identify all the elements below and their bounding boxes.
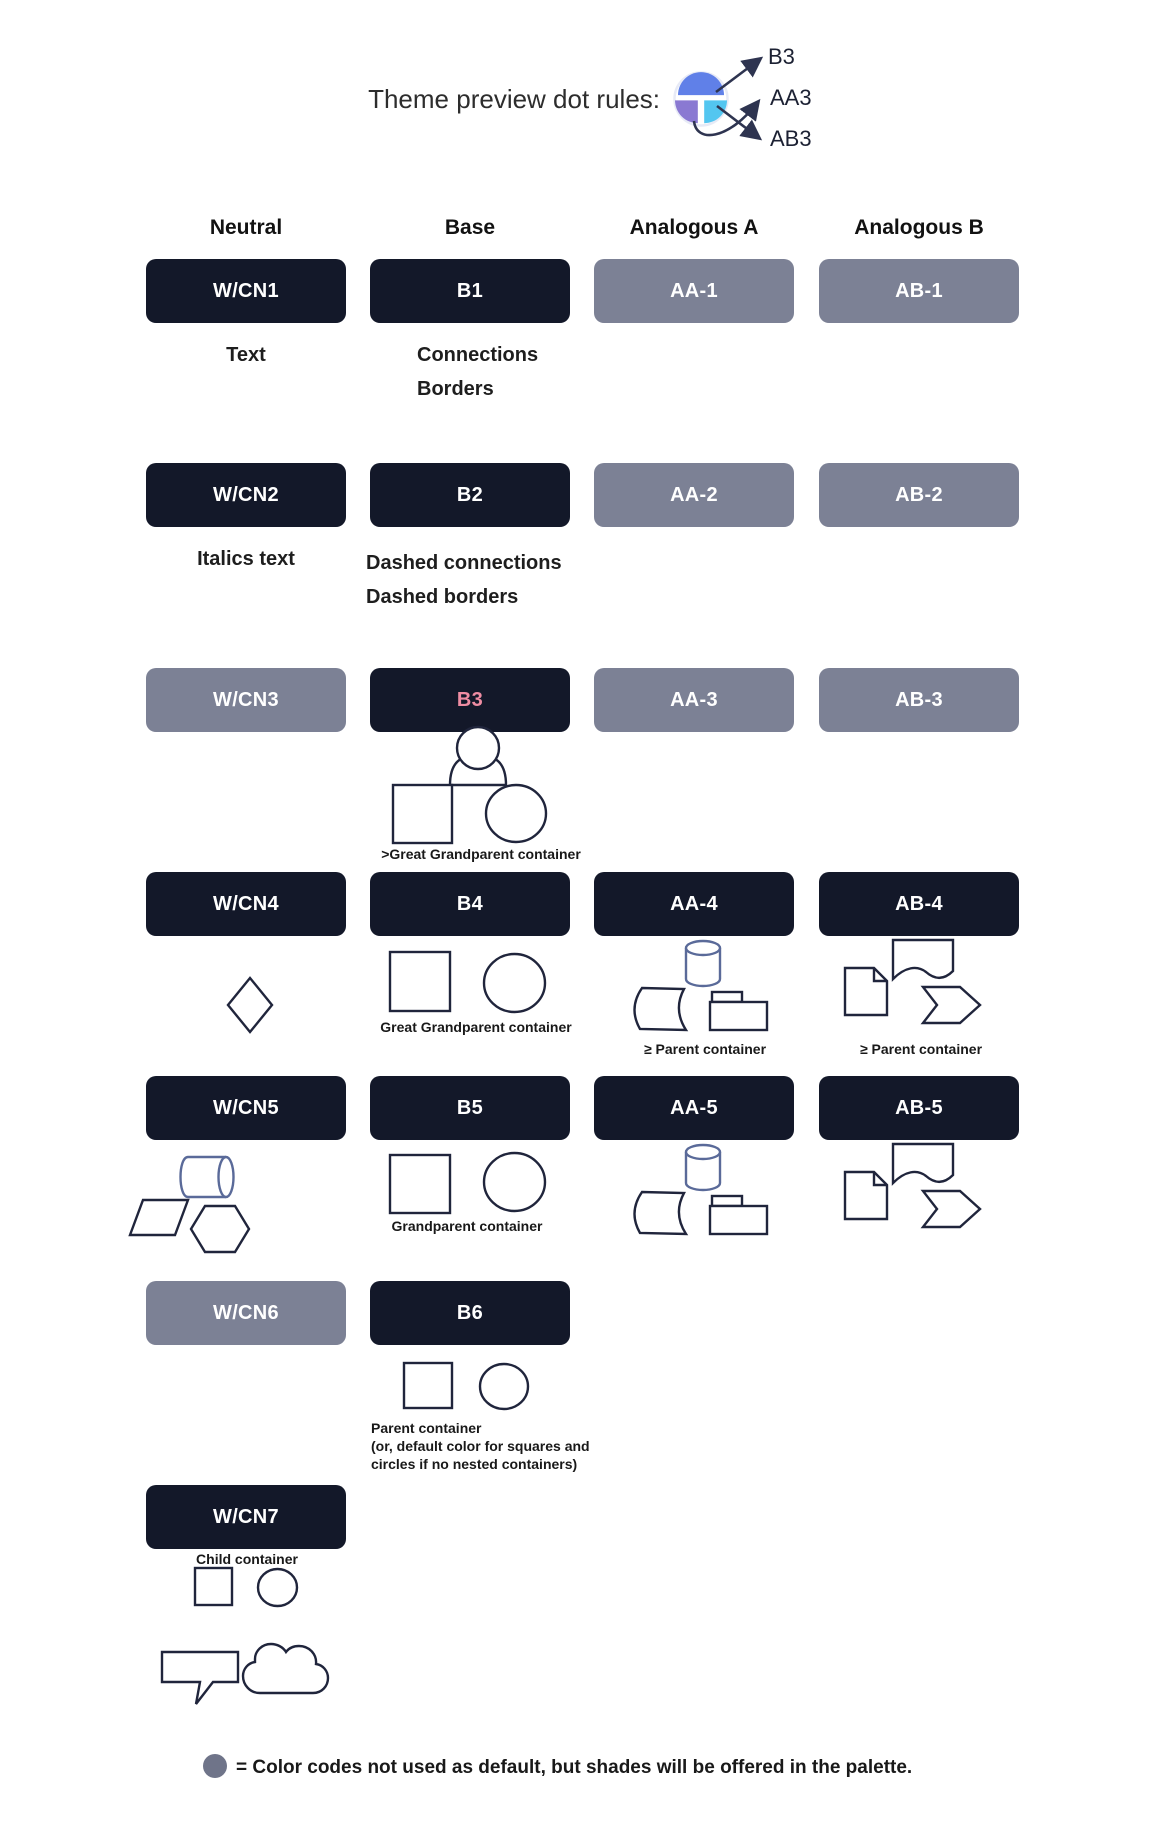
hexagon-shape	[191, 1206, 249, 1252]
circle-shape	[486, 785, 546, 842]
ab5-parent-shapes	[838, 1138, 988, 1238]
aa-parent-shapes	[628, 934, 778, 1034]
swatch-ab2: AB-2	[819, 463, 1019, 527]
note-shape	[845, 968, 887, 1015]
swatch-b4: B4	[370, 872, 570, 936]
swatch-wcn1: W/CN1	[146, 259, 346, 323]
ab-parent-shapes	[838, 934, 988, 1029]
swatch-wcn6: W/CN6	[146, 1281, 346, 1345]
swatch-b6: B6	[370, 1281, 570, 1345]
note-great-grandparent: Great Grandparent container	[380, 1019, 572, 1035]
folder-body-shape	[710, 1206, 767, 1234]
square-shape	[390, 1155, 450, 1213]
great-grandparent-shapes-with-person	[380, 720, 560, 865]
column-header-analogous-b: Analogous B	[854, 216, 984, 239]
legend-dot-icon	[203, 1754, 227, 1778]
dot-rule-label-ab3: AB3	[770, 126, 812, 151]
parallelogram-shape	[130, 1200, 188, 1235]
circle-shape	[258, 1569, 297, 1606]
child-shapes	[190, 1563, 305, 1613]
note-dashed-borders: Dashed borders	[366, 586, 519, 608]
swatch-ab4: AB-4	[819, 872, 1019, 936]
wavy-document-shape	[893, 940, 953, 979]
speech-bubble-shape	[162, 1652, 238, 1704]
swatch-wcn7: W/CN7	[146, 1485, 346, 1549]
swatch-aa2: AA-2	[594, 463, 794, 527]
note-parent-detail-2: circles if no nested containers)	[371, 1456, 578, 1472]
flex-card-shape	[635, 1192, 686, 1234]
circle-shape	[480, 1364, 528, 1409]
swatch-ab1: AB-1	[819, 259, 1019, 323]
column-header-analogous-a: Analogous A	[629, 216, 759, 239]
great-grandparent-shapes	[385, 947, 555, 1017]
swatch-aa4: AA-4	[594, 872, 794, 936]
circle-shape	[484, 954, 545, 1012]
swatch-b3: B3	[370, 668, 570, 732]
note-great-grandparent-gt: >Great Grandparent container	[381, 846, 581, 862]
swatch-aa3: AA-3	[594, 668, 794, 732]
wcn5-shapes	[125, 1150, 265, 1260]
dot-rule-label-b3: B3	[768, 44, 795, 69]
folder-body-shape	[710, 1002, 767, 1030]
swatch-b1: B1	[370, 259, 570, 323]
note-parent-detail-1: (or, default color for squares and	[371, 1438, 590, 1454]
horizontal-cylinder-cap-icon	[219, 1157, 234, 1197]
cloud-shape	[243, 1644, 328, 1693]
square-shape	[404, 1363, 452, 1408]
swatch-ab3: AB-3	[819, 668, 1019, 732]
chevron-shape	[923, 1191, 980, 1227]
swatch-b2: B2	[370, 463, 570, 527]
note-italics-text: Italics text	[197, 548, 295, 570]
chevron-shape	[923, 987, 980, 1023]
note-shape	[845, 1172, 887, 1219]
column-header-base: Base	[444, 216, 496, 239]
note-grandparent: Grandparent container	[391, 1218, 543, 1234]
swatch-wcn5: W/CN5	[146, 1076, 346, 1140]
cylinder-top-icon	[686, 941, 720, 955]
note-ge-parent-a: ≥ Parent container	[643, 1041, 767, 1057]
note-ge-parent-b: ≥ Parent container	[859, 1041, 983, 1057]
note-child: Child container	[196, 1551, 298, 1567]
swatch-aa1: AA-1	[594, 259, 794, 323]
folder-tab-shape	[712, 992, 742, 1002]
legend-text: = Color codes not used as default, but shades will be offered in the palette.	[236, 1757, 913, 1778]
page-title: Theme preview dot rules:	[368, 84, 660, 114]
note-text: Text	[226, 344, 266, 366]
bubble-cloud-shapes	[155, 1638, 335, 1708]
swatch-wcn3: W/CN3	[146, 668, 346, 732]
dot-rule-label-aa3: AA3	[770, 85, 812, 110]
swatch-b5: B5	[370, 1076, 570, 1140]
note-parent: Parent container	[371, 1420, 482, 1436]
grandparent-shapes	[385, 1148, 555, 1218]
cylinder-top-icon	[686, 1145, 720, 1159]
note-borders: Borders	[417, 378, 494, 400]
aa5-parent-shapes	[628, 1138, 778, 1238]
square-shape	[393, 785, 452, 843]
swatch-wcn2: W/CN2	[146, 463, 346, 527]
person-head-icon	[457, 727, 499, 769]
diamond-shape	[226, 976, 274, 1034]
folder-tab-shape	[712, 1196, 742, 1206]
note-connections: Connections	[417, 344, 539, 366]
flex-card-shape	[635, 988, 686, 1030]
square-shape	[390, 952, 450, 1011]
swatch-wcn4: W/CN4	[146, 872, 346, 936]
parent-shapes	[399, 1358, 539, 1414]
circle-shape	[484, 1153, 545, 1211]
swatch-ab5: AB-5	[819, 1076, 1019, 1140]
column-header-neutral: Neutral	[209, 216, 283, 239]
swatch-aa5: AA-5	[594, 1076, 794, 1140]
square-shape	[195, 1568, 232, 1605]
wavy-document-shape	[893, 1144, 953, 1183]
note-dashed-connections: Dashed connections	[366, 552, 562, 574]
